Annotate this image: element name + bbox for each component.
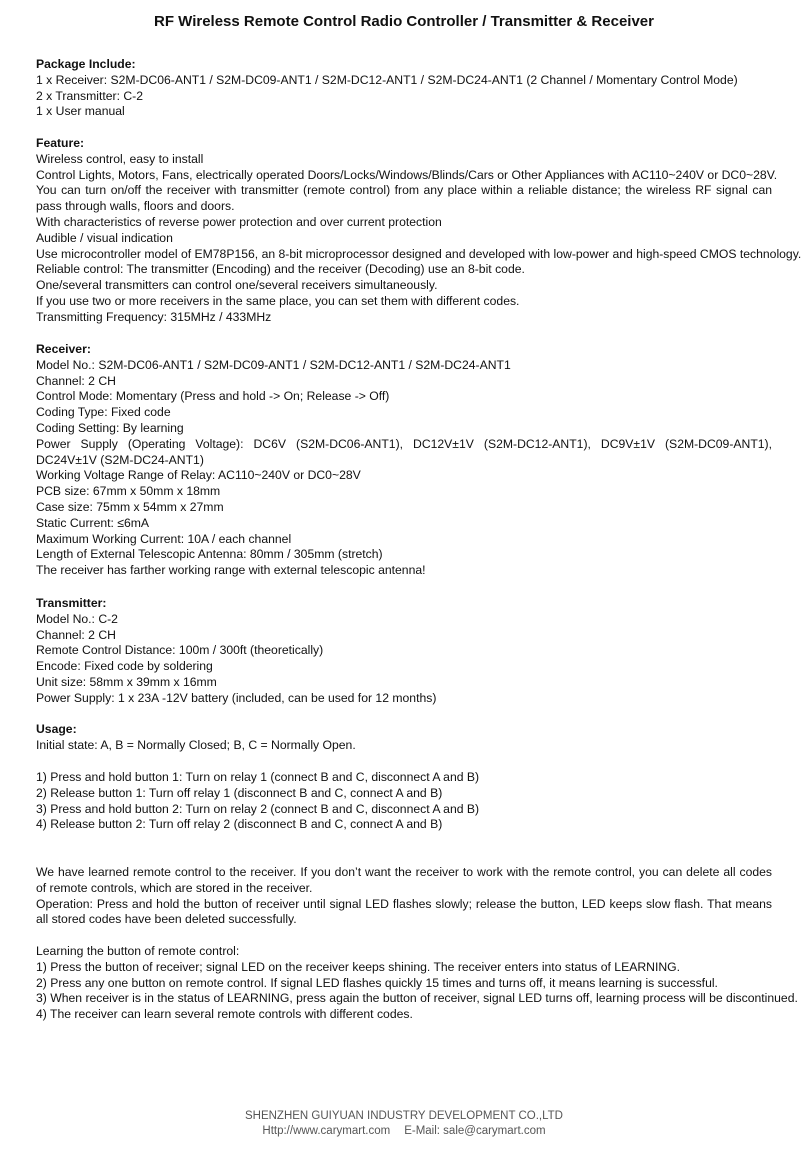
learning-step: 3) When receiver is in the status of LEARNING, press again the button of receiver, signal LED turns off, learning process will be discontinued.: [36, 991, 798, 1006]
feature-line: If you use two or more receivers in the same place, you can set them with different codes.: [36, 293, 520, 308]
footer: [0, 1109, 808, 1139]
usage-step: 3) Press and hold button 2: Turn on relay 2 (connect B and C, disconnect A and B): [36, 801, 480, 816]
feature-heading: Feature:: [36, 136, 85, 150]
delete-codes-line: Operation: Press and hold the button of receiver until signal LED flashes slowly; release the button, LED keeps slow flash. That means all stored codes have been deleted successfully.: [36, 896, 772, 927]
transmitter-line: Channel: 2 CH: [36, 627, 116, 642]
feature-line: Transmitting Frequency: 315MHz / 433MHz: [36, 309, 272, 324]
feature-line: Use microcontroller model of EM78P156, an 8-bit microprocessor designed and developed with low-power and high-speed CMOS technology.: [36, 246, 802, 261]
transmitter-line: Model No.: C-2: [36, 611, 118, 626]
transmitter-line: Unit size: 58mm x 39mm x 16mm: [36, 674, 217, 689]
package-line: 1 x Receiver: S2M-DC06-ANT1 / S2M-DC09-ANT1 / S2M-DC12-ANT1 / S2M-DC24-ANT1 (2 Channel / Momentary Control Mode): [36, 72, 738, 87]
usage-initial-state: Initial state: A, B = Normally Closed; B, C = Normally Open.: [36, 737, 356, 752]
feature-line: You can turn on/off the receiver with transmitter (remote control) from any place within a reliable distance; the wireless RF signal can pass through walls, floors and doors.: [36, 183, 772, 214]
footer-contact: [0, 1124, 808, 1139]
feature-line: One/several transmitters can control one/several receivers simultaneously.: [36, 278, 438, 293]
footer-email-link[interactable]: E-Mail: sale@carymart.com: [404, 1125, 546, 1137]
receiver-line: Length of External Telescopic Antenna: 80mm / 305mm (stretch): [36, 547, 383, 562]
learning-step: 4) The receiver can learn several remote controls with different codes.: [36, 1007, 413, 1022]
usage-steps: [36, 770, 772, 833]
document-title: RF Wireless Remote Control Radio Controller / Transmitter & Receiver: [154, 13, 654, 30]
delete-codes-line: We have learned remote control to the receiver. If you don’t want the receiver to work with the remote control, you can delete all codes of remote controls, which are stored in the receiver.: [36, 865, 772, 895]
transmitter-line: Power Supply: 1 x 23A -12V battery (included, can be used for 12 months): [36, 690, 437, 705]
usage-heading: Usage:: [36, 722, 77, 736]
receiver-line: Coding Setting: By learning: [36, 420, 184, 435]
learning-section: [36, 944, 798, 1023]
feature-line: Control Lights, Motors, Fans, electrically operated Doors/Locks/Windows/Blinds/Cars or Other Appliances with AC110~240V or DC0~28V.: [36, 167, 778, 182]
usage-step: 1) Press and hold button 1: Turn on relay 1 (connect B and C, disconnect A and B): [36, 770, 480, 784]
usage-step: 4) Release button 2: Turn off relay 2 (disconnect B and C, connect A and B): [36, 817, 443, 832]
receiver-section: [36, 342, 772, 579]
feature-line: Wireless control, easy to install: [36, 151, 204, 166]
footer-company: SHENZHEN GUIYUAN INDUSTRY DEVELOPMENT CO.,LTD: [244, 1110, 563, 1122]
package-line: 1 x User manual: [36, 104, 125, 119]
feature-line: Reliable control: The transmitter (Encoding) and the receiver (Decoding) use an 8-bit code.: [36, 262, 525, 277]
receiver-line: Control Mode: Momentary (Press and hold -> On; Release -> Off): [36, 389, 390, 404]
learning-step: 1) Press the button of receiver; signal LED on the receiver keeps shining. The receiver enters into status of LEARNING.: [36, 959, 680, 974]
feature-section: [36, 136, 802, 326]
receiver-line: The receiver has farther working range with external telescopic antenna!: [36, 563, 426, 578]
learning-heading: Learning the button of remote control:: [36, 944, 240, 958]
receiver-line: Coding Type: Fixed code: [36, 405, 171, 420]
delete-codes-section: [36, 865, 772, 928]
receiver-line: Model No.: S2M-DC06-ANT1 / S2M-DC09-ANT1 / S2M-DC12-ANT1 / S2M-DC24-ANT1: [36, 357, 511, 372]
receiver-line: Static Current: ≤6mA: [36, 515, 150, 530]
package-heading: Package Include:: [36, 57, 136, 71]
package-section: [36, 57, 772, 120]
usage-step: 2) Release button 1: Turn off relay 1 (disconnect B and C, connect A and B): [36, 785, 443, 800]
usage-section: [36, 722, 772, 754]
receiver-line: Maximum Working Current: 10A / each channel: [36, 531, 292, 546]
feature-line: With characteristics of reverse power protection and over current protection: [36, 214, 442, 229]
transmitter-line: Encode: Fixed code by soldering: [36, 659, 213, 674]
receiver-line: Channel: 2 CH: [36, 373, 116, 388]
transmitter-line: Remote Control Distance: 100m / 300ft (theoretically): [36, 643, 324, 658]
receiver-line: Case size: 75mm x 54mm x 27mm: [36, 499, 224, 514]
transmitter-section: [36, 596, 772, 707]
receiver-line: Power Supply (Operating Voltage): DC6V (S2M-DC06-ANT1), DC12V±1V (S2M-DC12-ANT1), DC9V±1V (S2M-DC09-ANT1), DC24V±1V (S2M-DC24-ANT1): [36, 436, 772, 467]
receiver-line: PCB size: 67mm x 50mm x 18mm: [36, 484, 221, 499]
receiver-line: Working Voltage Range of Relay: AC110~240V or DC0~28V: [36, 468, 361, 483]
receiver-heading: Receiver:: [36, 342, 91, 356]
feature-line: Audible / visual indication: [36, 230, 173, 245]
footer-website-link[interactable]: Http://www.carymart.com: [262, 1125, 391, 1137]
learning-step: 2) Press any one button on remote control. If signal LED flashes quickly 15 times and turns off, it means learning is successful.: [36, 975, 718, 990]
transmitter-heading: Transmitter:: [36, 596, 107, 610]
package-line: 2 x Transmitter: C-2: [36, 88, 144, 103]
